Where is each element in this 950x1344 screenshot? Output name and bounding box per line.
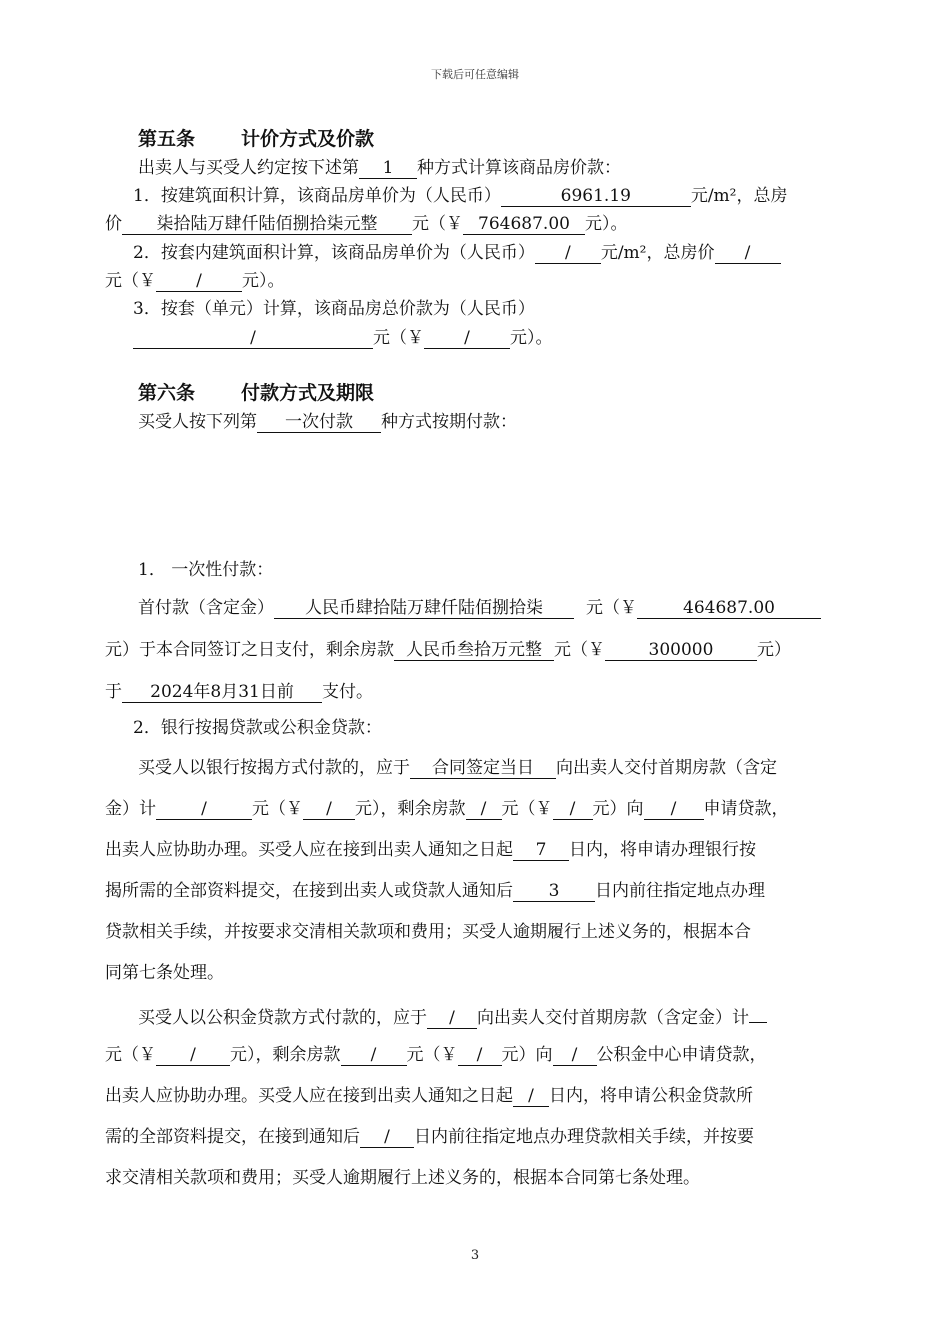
art6-s2-line3: 出卖人应协助办理。买受人应在接到出卖人通知之日起 7 日内，将申请办理银行按 [105, 840, 756, 860]
art6-s2-line6: 同第七条处理。 [105, 963, 224, 983]
fund-first-payment-number-field: / [156, 1045, 230, 1066]
art6-intro: 买受人按下列第 一次付款 种方式按期付款： [138, 412, 517, 432]
art6-s3-line3: 出卖人应协助办理。买受人应在接到出卖人通知之日起 / 日内，将申请公积金贷款所 [105, 1086, 753, 1106]
item2-total-number-field: / [156, 271, 242, 292]
bank-first-payment-field: / [156, 799, 252, 820]
art6-s1-line1: 首付款（含定金） 人民币肆拾陆万肆仟陆佰捌拾柒 元（￥ 464687.00 [138, 596, 845, 620]
bank-lender-field: / [644, 799, 704, 820]
bank-first-payment-number-field: / [303, 799, 355, 820]
fund-remaining-field: / [341, 1045, 407, 1066]
bank-procedure-days-field: 3 [513, 881, 595, 902]
bank-loan-when-field: 合同签定当日 [410, 758, 556, 779]
art6-s2-line2: 金）计 / 元（￥ / 元），剩余房款 / 元（￥ / 元）向 / 申请贷款， [105, 799, 789, 819]
bank-submit-days-field: 7 [513, 840, 569, 861]
art5-item3-line2: / 元（￥ / 元）。 [133, 326, 845, 350]
art6-s3-line4: 需的全部资料提交，在接到通知后 / 日内前往指定地点办理贷款相关手续，并按要 [105, 1127, 754, 1147]
article-6-heading [138, 381, 878, 405]
art6-s2-line4: 揭所需的全部资料提交，在接到出卖人或贷款人通知后 3 日内前往指定地点办理 [105, 881, 765, 901]
art5-item2-line2: 元（￥ / 元）。 [105, 271, 285, 291]
art6-s3-line2: 元（￥ / 元），剩余房款 / 元（￥ / 元）向 / 公积金中心申请贷款， [105, 1045, 767, 1065]
art6-s1-line3: 于 2024年8月31日前 支付。 [105, 682, 373, 702]
article-5-heading [138, 127, 878, 151]
art6-section1-title: 1． 一次性付款： [138, 560, 274, 580]
art6-method-field: 一次付款 [257, 412, 381, 433]
art6-s1-line2: 元）于本合同签订之日支付，剩余房款 人民币叁拾万元整 元（￥ 300000 元） [105, 640, 791, 660]
art6-s2-line5: 贷款相关手续，并按要求交清相关款项和费用；买受人逾期履行上述义务的，根据本合 [105, 922, 751, 942]
item3-total-number-field: / [424, 328, 510, 349]
item3-total-field: / [133, 328, 373, 349]
bank-remaining-number-field: / [553, 799, 593, 820]
item1-total-words-field: 柒拾陆万肆仟陆佰捌拾柒元整 [122, 214, 412, 235]
fund-first-payment-field [749, 1002, 767, 1023]
item2-total-field: / [715, 243, 781, 264]
down-payment-words-field: 人民币肆拾陆万肆仟陆佰捌拾柒 [274, 598, 574, 619]
art6-s2-line1: 买受人以银行按揭方式付款的，应于 合同签定当日 向出卖人交付首期房款（含定 [138, 758, 777, 778]
art5-intro: 出卖人与买受人约定按下述第 1 种方式计算该商品房价款： [138, 158, 621, 178]
article-5-title: 计价方式及价款 [241, 128, 375, 150]
art5-item1-line1: 1．按建筑面积计算，该商品房单价为（人民币） 6961.19 元/m²，总房 [133, 186, 788, 206]
article-5-number: 第五条 [138, 128, 196, 150]
payment-date-field: 2024年8月31日前 [122, 682, 322, 703]
item1-unit-price-field: 6961.19 [501, 186, 691, 207]
art6-section2-title: 2．银行按揭贷款或公积金贷款： [133, 718, 382, 738]
art5-item3-line1: 3．按套（单元）计算，该商品房总价款为（人民币） [133, 299, 535, 319]
fund-when-field: / [427, 1008, 477, 1029]
art6-s3-line1: 买受人以公积金贷款方式付款的，应于 / 向出卖人交付首期房款（含定金）计 [138, 1002, 845, 1030]
art6-s3-line5: 求交清相关款项和费用；买受人逾期履行上述义务的，根据本合同第七条处理。 [105, 1168, 700, 1188]
fund-remaining-number-field: / [458, 1045, 502, 1066]
remaining-words-field: 人民币叁拾万元整 [394, 640, 554, 661]
art5-item1-line2: 价 柒拾陆万肆仟陆佰捌拾柒元整 元（￥ 764687.00 元）。 [105, 214, 628, 234]
remaining-number-field: 300000 [605, 640, 757, 661]
item1-total-number-field: 764687.00 [463, 214, 585, 235]
down-payment-number-field: 464687.00 [637, 598, 821, 619]
article-6-title: 付款方式及期限 [241, 382, 375, 404]
item2-unit-price-field: / [535, 243, 601, 264]
art5-method-field: 1 [359, 158, 417, 179]
fund-procedure-days-field: / [360, 1127, 414, 1148]
page-number: 3 [470, 1248, 480, 1263]
bank-remaining-field: / [466, 799, 502, 820]
fund-submit-days-field: / [513, 1086, 549, 1107]
page-header: 下载后可任意编辑 [431, 68, 519, 81]
fund-center-field: / [553, 1045, 597, 1066]
art5-item2-line1: 2．按套内建筑面积计算，该商品房单价为（人民币） / 元/m²，总房价 / [133, 241, 845, 265]
article-6-number: 第六条 [138, 382, 196, 404]
